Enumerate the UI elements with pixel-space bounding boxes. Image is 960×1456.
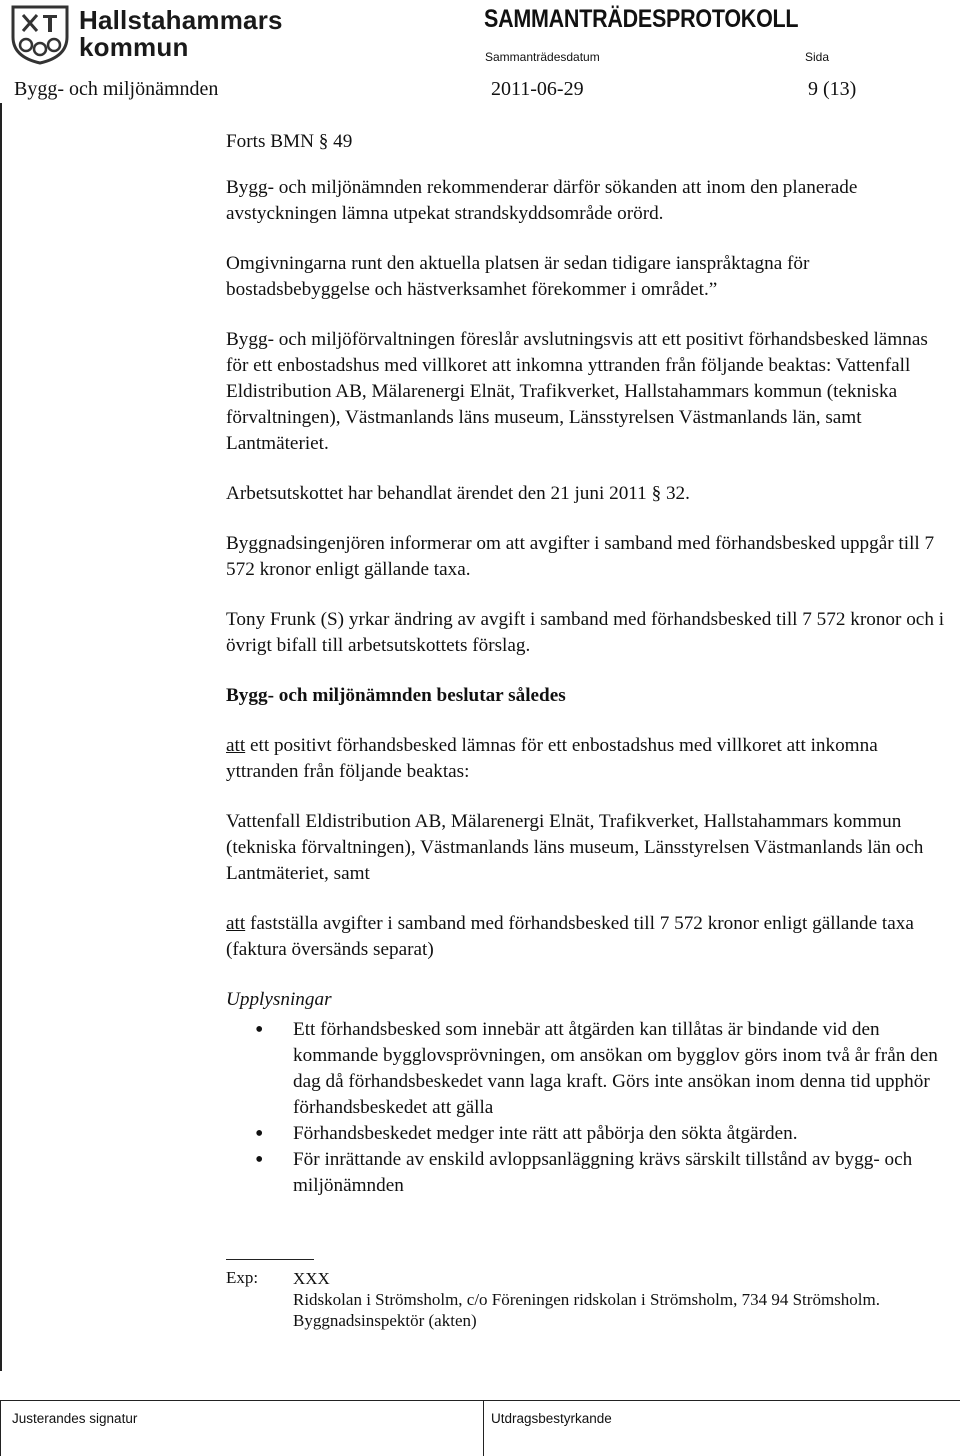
paragraph-5: Byggnadsingenjören informerar om att avgifter i samband med förhandsbesked uppgår till 7 572 kronor enligt gällande taxa. [226,533,935,580]
decision-heading: Bygg- och miljönämnden beslutar således [226,685,566,706]
extract-label: Utdragsbestyrkande [491,1411,612,1426]
expedition-rule [226,1259,314,1260]
decision-1 [226,733,948,785]
decision-3 [226,911,948,963]
decision-2: Vattenfall Eldistribution AB, Mälarenergi Elnät, Trafikverket, Hallstahammars kommun (tekniska förvaltningen), Västmanlands läns museum, Länsstyrelsen Västmanlands län och Lantmäteriet, samt [226,811,924,884]
expedition-label: Exp: [226,1268,259,1287]
paragraph-2: Omgivningarna runt den aktuella platsen är sedan tidigare ianspråktagna för bostadsbebyggelse och hästverksamhet förekommer i området.” [226,253,810,300]
recipient: Ridskolan i Strömsholm, c/o Föreningen ridskolan i Strömsholm, 734 94 Strömsholm. [293,1290,880,1309]
att-keyword: att [226,913,246,934]
margin-line [0,103,2,1371]
protocol-body [226,129,948,1199]
recipient: Byggnadsinspektör (akten) [293,1311,477,1330]
paragraph-3: Bygg- och miljöförvaltningen föreslår avslutningsvis att ett positivt förhandsbesked lämnas för ett enbostadshus med villkoret att inkomna yttranden från följande beaktas: Vattenfall Eldistribution AB, Mälarenergi Elnät, Trafikverket, Hallstahammars kommun (tekniska förvaltningen), Västmanlands läns museum, Länsstyrelsen Västmanlands län, samt Lantmäteriet. [226,329,928,454]
paragraph-6: Tony Frunk (S) yrkar ändring av avgift i samband med förhandsbesked till 7 572 kronor och i övrigt bifall till arbetsutskottets förslag. [226,609,945,656]
committee-name: Bygg- och miljönämnden [14,78,219,100]
list-item: • För inrättande av enskild avloppsanläggning krävs särskilt tillstånd av bygg- och miljönämnden [226,1147,948,1199]
signature-label: Justerandes signatur [12,1411,138,1426]
municipality-logo [9,3,283,65]
recipient: XXX [293,1269,330,1288]
decision-1-text: ett positivt förhandsbesked lämnas för ett enbostadshus med villkoret att inkomna yttranden från följande beaktas: [226,735,878,782]
document-title: SAMMANTRÄDESPROTOKOLL [484,5,799,33]
footer-rule [0,1400,960,1401]
meeting-date: 2011-06-29 [491,78,584,100]
paragraph-reference: Forts BMN § 49 [226,131,353,152]
att-keyword: att [226,735,246,756]
paragraph-1: Bygg- och miljönämnden rekommenderar därför sökanden att inom den planerade avstyckningen lämna utpekat strandskyddsområde orörd. [226,177,858,224]
list-item: • Ett förhandsbesked som innebär att åtgärden kan tillåtas är bindande vid den kommande bygglovsprövningen, om ansökan om bygglov görs inom två år från den dag då förhandsbeskedet vann laga kraft. Görs inte ansökan inom denna tid upphör förhandsbeskedet att gälla [226,1017,948,1121]
coat-of-arms-icon [9,3,71,65]
decision-3-text: fastställa avgifter i samband med förhandsbesked till 7 572 kronor enligt gällande taxa (faktura översänds separat) [226,913,914,960]
info-heading: Upplysningar [226,989,332,1010]
footer-divider [0,1400,1,1456]
paragraph-4: Arbetsutskottet har behandlat ärendet den 21 juni 2011 § 32. [226,483,690,504]
page-number: 9 (13) [808,78,857,100]
page-label: Sida [805,50,830,64]
date-label: Sammanträdesdatum [485,50,600,64]
list-item: • Förhandsbeskedet medger inte rätt att påbörja den sökta åtgärden. [226,1121,948,1147]
footer-divider [483,1400,484,1456]
expedition-recipients [293,1268,880,1331]
logo-wordmark: Hallstahammars kommun [79,5,283,62]
info-list [226,1017,948,1199]
